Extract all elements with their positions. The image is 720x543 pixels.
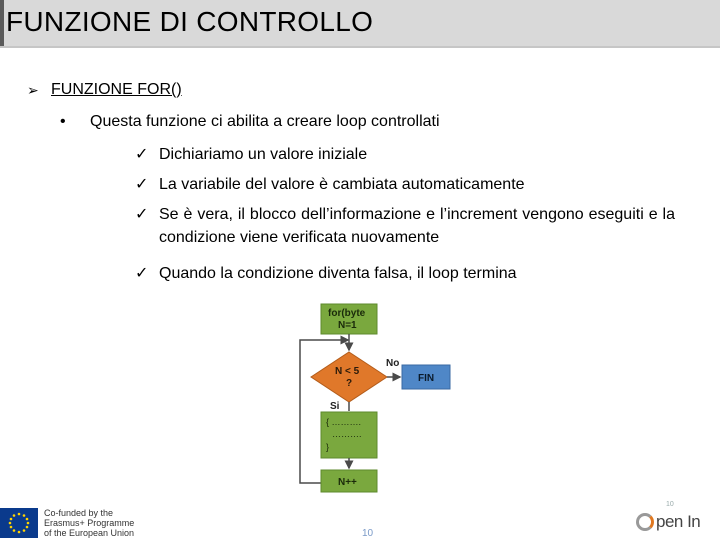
check-text: Quando la condizione diventa falsa, il loop termina bbox=[159, 265, 517, 282]
check-item bbox=[135, 143, 675, 166]
fin-text: FIN bbox=[418, 373, 435, 384]
condition-text-line2: ? bbox=[346, 378, 353, 389]
slide-title: FUNZIONE DI CONTROLLO bbox=[6, 6, 374, 37]
check-item bbox=[135, 173, 675, 196]
checkmark-icon: ✓ bbox=[135, 146, 149, 163]
arrow-bullet-icon: ➢ bbox=[27, 82, 39, 98]
checkmark-icon: ✓ bbox=[135, 206, 149, 223]
bullet-item bbox=[60, 112, 440, 132]
for-loop-flowchart bbox=[290, 300, 460, 500]
heading-item bbox=[27, 80, 182, 100]
increment-text: N++ bbox=[338, 477, 357, 488]
title-accent bbox=[0, 0, 4, 46]
eu-text-line3: of the European Union bbox=[44, 528, 135, 538]
block-text-line1: { ………. bbox=[326, 417, 362, 427]
eu-text-line1: Co-funded by the bbox=[44, 508, 114, 518]
check-text: La variabile del valore è cambiata automaticamente bbox=[159, 176, 525, 193]
si-label: Si bbox=[330, 401, 340, 412]
condition-text-line1: N < 5 bbox=[335, 366, 360, 377]
title-bar bbox=[0, 0, 720, 48]
no-label: No bbox=[386, 358, 400, 369]
check-item bbox=[135, 203, 675, 249]
logo-circle-icon bbox=[636, 513, 654, 531]
eu-funding-badge bbox=[0, 508, 134, 538]
eu-text-line2: Erasmus+ Programme bbox=[44, 518, 135, 528]
eu-funding-text bbox=[44, 508, 134, 538]
init-text-line2: N=1 bbox=[338, 320, 357, 331]
init-text-line1: for(byte bbox=[328, 308, 366, 319]
open-in-logo bbox=[636, 512, 700, 532]
condition-diamond bbox=[311, 352, 387, 402]
check-text: Dichiariamo un valore iniziale bbox=[159, 146, 368, 163]
checkmark-icon: ✓ bbox=[135, 176, 149, 193]
checkmark-icon: ✓ bbox=[135, 265, 149, 282]
block-text-line2: ………. bbox=[332, 429, 362, 439]
bullet-text: Questa funzione ci abilita a creare loop controllati bbox=[90, 113, 440, 130]
block-text-line3: } bbox=[326, 442, 330, 452]
check-text: Se è vera, il blocco dell’informazione e l’increment vengono eseguiti e la condizione viene verificata nuovamente bbox=[159, 206, 675, 246]
heading-text: FUNZIONE FOR() bbox=[51, 81, 182, 98]
logo-text: pen In bbox=[656, 512, 701, 531]
eu-flag-icon bbox=[0, 508, 38, 538]
bullet-dot-icon: • bbox=[60, 113, 66, 130]
page-number: 10 bbox=[362, 528, 374, 539]
page-number-small: 10 bbox=[666, 501, 674, 508]
check-item bbox=[135, 262, 675, 285]
